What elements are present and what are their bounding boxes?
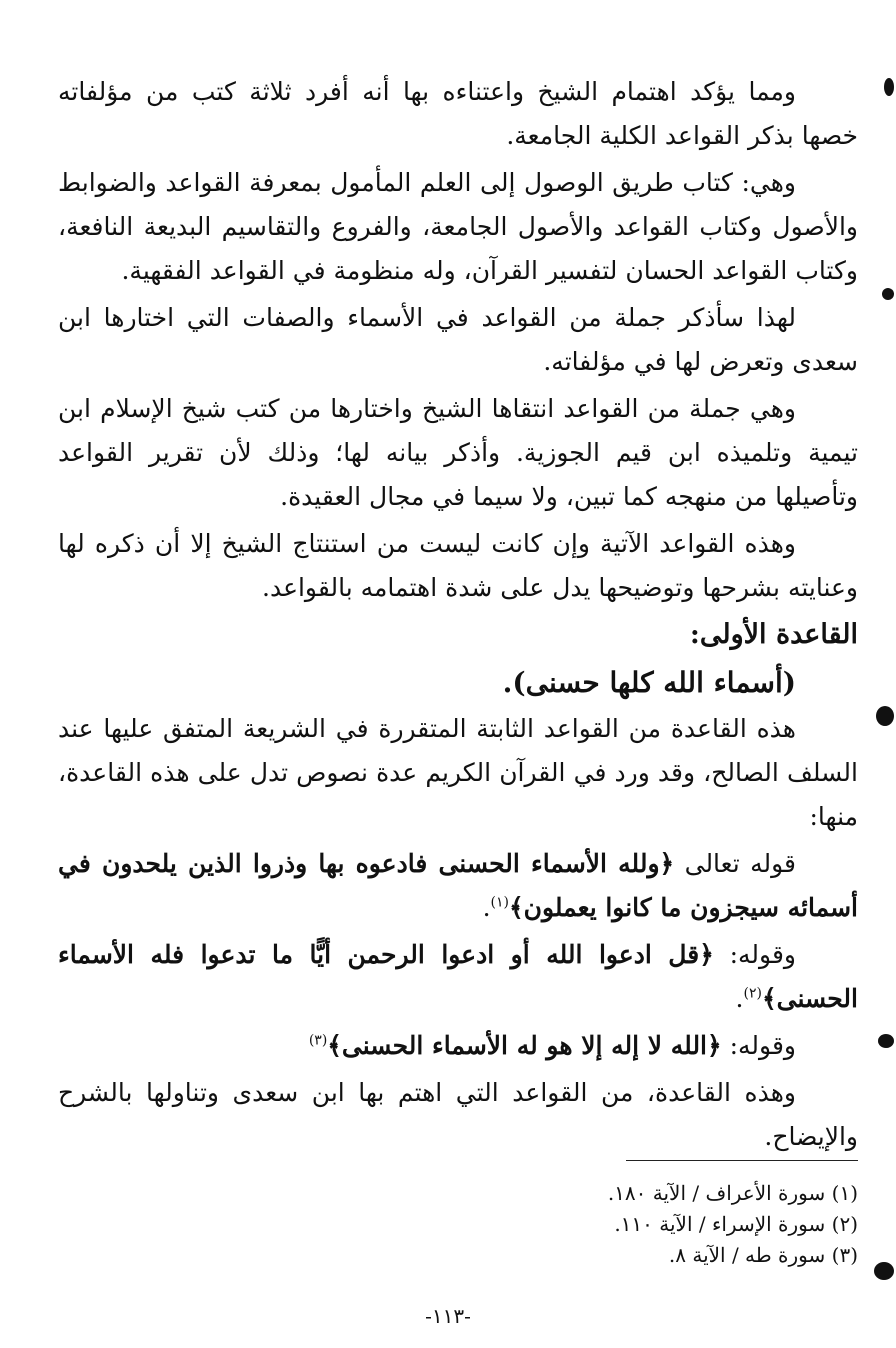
scan-mark: [874, 1262, 894, 1280]
verse-3-text: ﴿الله لا إله إلا هو له الأسماء الحسنى﴾: [327, 1031, 722, 1060]
scan-mark: [882, 288, 894, 300]
rule-intro: هذه القاعدة من القواعد الثابتة المتقررة في الشريعة المتفق عليها عند السلف الصالح، وقد ورد في القرآن الكريم عدة نصوص تدل على هذه القاعدة، منها:: [58, 714, 858, 831]
footnote-1: (١) سورة الأعراف / الآية ١٨٠.: [607, 1181, 858, 1205]
scan-mark: [876, 706, 894, 726]
verse-2-text: ﴿قل ادعوا الله أو ادعوا الرحمن أيًّا ما تدعوا فله الأسماء الحسنى﴾: [58, 940, 858, 1013]
verse-1-text: ﴿ولله الأسماء الحسنى فادعوه بها وذروا الذين يلحدون في أسمائه سيجزون ما كانوا يعملون﴾: [58, 849, 858, 922]
footnote-3: (٣) سورة طه / الآية ٨.: [668, 1243, 858, 1267]
footnote-ref-3: (٣): [308, 1032, 328, 1049]
footnote-2: (٢) سورة الإسراء / الآية ١١٠.: [614, 1212, 858, 1236]
footnotes: [58, 1178, 858, 1271]
paragraph-4: وهي جملة من القواعد انتقاها الشيخ واختارها من كتب شيخ الإسلام ابن تيمية وتلميذه ابن قيم الجوزية. وأذكر بيانه لها؛ وذلك لأن تقرير القواعد وتأصيلها من منهجه كما تبين، ولا سيما في مجال العقيدة.: [58, 394, 858, 511]
main-text: [58, 70, 858, 1162]
footnote-divider: [626, 1160, 858, 1161]
verse-1-lead: قوله تعالى: [674, 849, 796, 878]
scan-mark: [878, 1034, 894, 1048]
verse-3-lead: وقوله:: [721, 1031, 796, 1060]
verse-2-lead: وقوله:: [713, 940, 796, 969]
paragraph-1: ومما يؤكد اهتمام الشيخ واعتناءه بها أنه أفرد ثلاثة كتب من مؤلفاته خصها بذكر القواعد الكلية الجامعة.: [58, 77, 858, 150]
paragraph-2: وهي: كتاب طريق الوصول إلى العلم المأمول بمعرفة القواعد والضوابط والأصول وكتاب القواعد والأصول الجامعة، والفروع والتقاسيم البديعة النافعة، وكتاب القواعد الحسان لتفسير القرآن، وله منظومة في القواعد الفقهية.: [58, 168, 858, 285]
page-number: -١١٣-: [425, 1304, 471, 1328]
rule-heading: القاعدة الأولى:: [689, 619, 858, 650]
paragraph-5: وهذه القواعد الآتية وإن كانت ليست من استنتاج الشيخ إلا أن ذكره لها وعنايته بشرحها وتوضيحها يدل على شدة اهتمامه بالقواعد.: [58, 529, 858, 602]
verse-2: وقوله: ﴿قل ادعوا الله أو ادعوا الرحمن أيًّا ما تدعوا فله الأسماء الحسنى﴾$^{(٢)}$.: [58, 940, 858, 1013]
footnote-ref-1: (١): [490, 894, 509, 911]
scan-mark: [884, 78, 894, 96]
verse-3: [58, 1024, 858, 1068]
rule-closing: وهذه القاعدة، من القواعد التي اهتم بها ابن سعدى وتناولها بالشرح والإيضاح.: [58, 1078, 858, 1151]
footnote-ref-2: (٢): [743, 985, 762, 1002]
verse-1: قوله تعالى ﴿ولله الأسماء الحسنى فادعوه بها وذروا الذين يلحدون في أسمائه سيجزون ما كانوا يعملون﴾$^{(١)}$.: [58, 849, 858, 922]
paragraph-3: لهذا سأذكر جملة من القواعد في الأسماء والصفات التي اختارها ابن سعدى وتعرض لها في مؤلفاته.: [58, 303, 858, 376]
rule-title: (أسماء الله كلها حسنى).: [502, 666, 796, 699]
